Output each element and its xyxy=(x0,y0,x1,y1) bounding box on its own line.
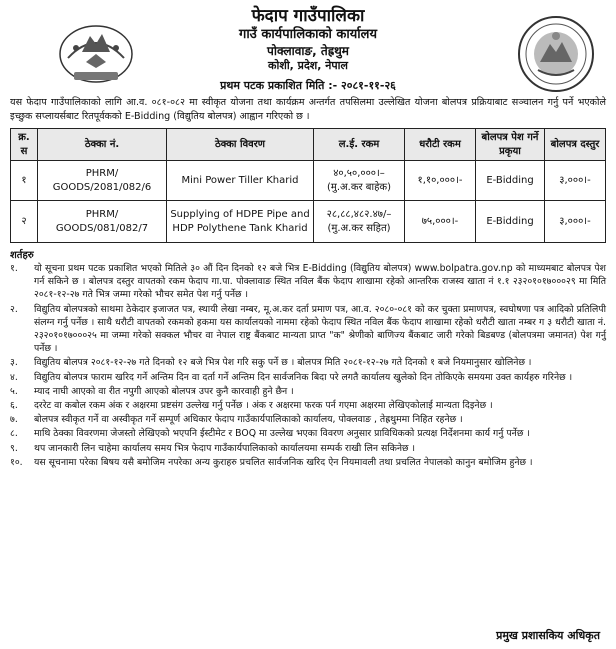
row-fee: ३,०००।- xyxy=(545,161,606,201)
item-text: माथि ठेक्का विवरणमा जेजस्तो लेखिएको भएपनि ईस्टीमेट र BOQ मा उल्लेख भएका विवरण अनुसार प्राविधिकको प्रत्यक्ष निर्देशनमा कार्य गर्नु पर्नेछ । xyxy=(34,428,530,440)
office-address: पोक्लावाङ, तेह्रथुम xyxy=(267,43,349,58)
list-item xyxy=(10,385,606,398)
row-deposit: १,१०,०००।- xyxy=(405,161,476,201)
row-process: E-Bidding xyxy=(476,161,545,201)
intro-paragraph: यस फेदाप गाउँपालिकाको लागि आ.व. ०८१-०८२ मा स्वीकृत योजना तथा कार्यक्रम अन्तर्गत तपसिलमा उल्लेखित योजना बोलपत्र प्रक्रियाबाट सञ्चालन गर्नु पर्ने भएकोले इच्छुक सप्लायर्सबाट रितपूर्वकको E-Bidding (विद्युतिय बोलपत्र) आह्वान गरिएको छ । xyxy=(10,97,606,123)
office-name: गाउँ कार्यपालिकाको कार्यालय xyxy=(239,27,377,43)
row-fee: ३,०००।- xyxy=(545,201,606,243)
col-header: बोलपत्र दस्तुर xyxy=(545,129,606,161)
office-province: कोशी, प्रदेश, नेपाल xyxy=(268,58,348,72)
list-item xyxy=(10,356,606,369)
item-number: ६. xyxy=(10,399,18,411)
item-number: ३. xyxy=(10,357,18,369)
item-text: यस सूचनामा परेका बिषय यसै बमोजिम नपरेका अन्य कुराहरु प्रचलित सार्वजनिक खरिद ऐन नियमावली तथा प्रचलित नेपालको कानुन बमोजिम हुनेछ । xyxy=(34,456,533,468)
row-process: E-Bidding xyxy=(476,201,545,243)
municipality-logo-icon xyxy=(516,14,596,94)
col-header: धरौटी रकम xyxy=(405,129,476,161)
list-item xyxy=(10,262,606,302)
item-number: १. xyxy=(10,263,18,275)
table-row xyxy=(11,201,606,243)
list-item xyxy=(10,399,606,412)
conditions-title: शर्तहरु xyxy=(10,250,34,262)
item-text: दररेट वा कबोल रकम अंक र अक्षरमा प्रष्टसंग उल्लेख गर्नु पर्नेछ । अंक र अक्षरमा फरक पर्न गएमा अक्षरमा लेखिएकोलाई मान्यता दिइनेछ । xyxy=(34,399,493,411)
item-number: २. xyxy=(10,303,18,315)
row-sn: २ xyxy=(11,201,38,243)
list-item xyxy=(10,442,606,455)
row-description: Supplying of HDPE Pipe and HDP Polythene Tank Kharid xyxy=(167,201,314,243)
row-estimate: ४०,५०,०००।– (मु.अ.कर बाहेक) xyxy=(314,161,405,201)
list-item xyxy=(10,456,606,469)
item-text: बोलपत्र स्वीकृत गर्ने वा अस्वीकृत गर्ने सम्पूर्ण अधिकार फेदाप गाउँकार्यपालिकाको कार्यालय, पोक्लवाङ , तेह्रथुममा निहित रहनेछ । xyxy=(34,414,463,426)
col-header: बोलपत्र पेश गर्ने प्रकृया xyxy=(476,129,545,161)
table-header-row xyxy=(11,129,606,161)
item-text: थप जानकारी लिन चाहेमा कार्यालय समय भित्र फेदाप गाउँकार्यपालिकाको कार्यालयमा सम्पर्क राखी लिन सकिनेछ । xyxy=(34,442,416,454)
item-number: १०. xyxy=(10,456,23,468)
row-estimate: २८,८८,४८२.४७/– (मु.अ.कर सहित) xyxy=(314,201,405,243)
row-sn: १ xyxy=(11,161,38,201)
item-number: ८. xyxy=(10,428,18,440)
list-item xyxy=(10,303,606,356)
item-text: विद्युतिय बोलपत्रको साथमा ठेकेदार इजाजत पत्र, स्थायी लेखा नम्बर, मू.अ.कर दर्ता प्रमाण पत्र, आ.व. २०८०-०८१ को कर चुक्ता प्रमाणपत्र, स्वघोषणा पत्र आदिको प्रतिलिपी संलग्न गर्नु पर्नेछ । साथै धरौटी वापतको रकमको हकमा यस कार्यालयको नाममा रहेको फेदाप स्थित नविल बैंक फेदाप शाखामा रहेको धरौटी खाता नम्बर ग ३ धरौटी खाता नं. २३२०१०१७०००२५ मा जम्मा गरेको सक्कल भौचर वा नेपाल राष्ट्र बैंकबाट मान्यता प्राप्त "क" श्रेणीको बाणिज्य बैंकबाट जारी गरेको बिडबण्ड (बोलपत्रमा जमानत) पेश गर्नु पर्नेछ । xyxy=(34,303,606,355)
item-number: ४. xyxy=(10,371,18,383)
conditions-list xyxy=(10,262,606,469)
list-item xyxy=(10,371,606,384)
col-header: ठेक्का नं. xyxy=(38,129,167,161)
publication-date: प्रथम पटक प्रकाशित मिति :- २०८१-११-२६ xyxy=(220,79,396,93)
row-description: Mini Power Tiller Kharid xyxy=(167,161,314,201)
row-deposit: ७५,०००।- xyxy=(405,201,476,243)
row-contract-no: PHRM/ GOODS/2081/082/6 xyxy=(38,161,167,201)
nepal-emblem-icon xyxy=(56,18,136,86)
table-row xyxy=(11,161,606,201)
item-number: ७. xyxy=(10,414,18,426)
item-number: ९. xyxy=(10,442,18,454)
row-contract-no: PHRM/ GOODS/081/082/7 xyxy=(38,201,167,243)
item-text: म्याद नाघी आएको वा रीत नपुगी आएको बोलपत्र उपर कुनै कारवाही हुने छैन । xyxy=(34,385,294,397)
col-header: क्र. स xyxy=(11,129,38,161)
tender-table xyxy=(10,128,606,243)
list-item xyxy=(10,427,606,440)
municipality-name: फेदाप गाउँपालिका xyxy=(251,6,365,26)
col-header: ठेक्का विवरण xyxy=(167,129,314,161)
item-text: विद्युतिय बोलपत्र फाराम खरिद गर्ने अन्तिम दिन वा दर्ता गर्ने अन्तिम दिन सार्वजनिक बिदा परे लगतै कार्यालय खुलेको दिन तोकिएके समयमा उक्त कार्यहरु गरिनेछ । xyxy=(34,371,573,383)
col-header: ल.ई. रकम xyxy=(314,129,405,161)
list-item xyxy=(10,413,606,426)
signature-title: प्रमुख प्रशासकिय अधिकृत xyxy=(496,629,600,642)
item-text: यो सूचना प्रथम पटक प्रकाशित भएको मितिले ३० औं दिन दिनको १२ बजे भित्र E-Bidding (विद्युतिय बोलपत्र) www.bolpatra.gov.np को माध्यमबाट बोलपत्र पेश गर्न सकिने छ । बोलपत्र दस्तुर वापतको रकम फेदाप गा.पा. पोक्लावाङ स्थित नविल बैंक फेदाप शाखामा रहेको आन्तरिक राजस्व खाता नं १.१ २३२०१०१७०००२९ मा मिति २०८१-१२-२७ गते भित्र जम्मा गरेको भौचर समेत पेश गर्नु पर्नेछ । xyxy=(34,263,606,301)
item-number: ५. xyxy=(10,385,18,397)
item-text: विद्युतिय बोलपत्र २०८१-१२-२७ गते दिनको १२ बजे भित्र पेश गरि सकु पर्ने छ । बोलपत्र मिति २०८१-१२-२७ गते दिनको १ बजे नियमानुसार खोलिनेछ । xyxy=(34,357,532,369)
